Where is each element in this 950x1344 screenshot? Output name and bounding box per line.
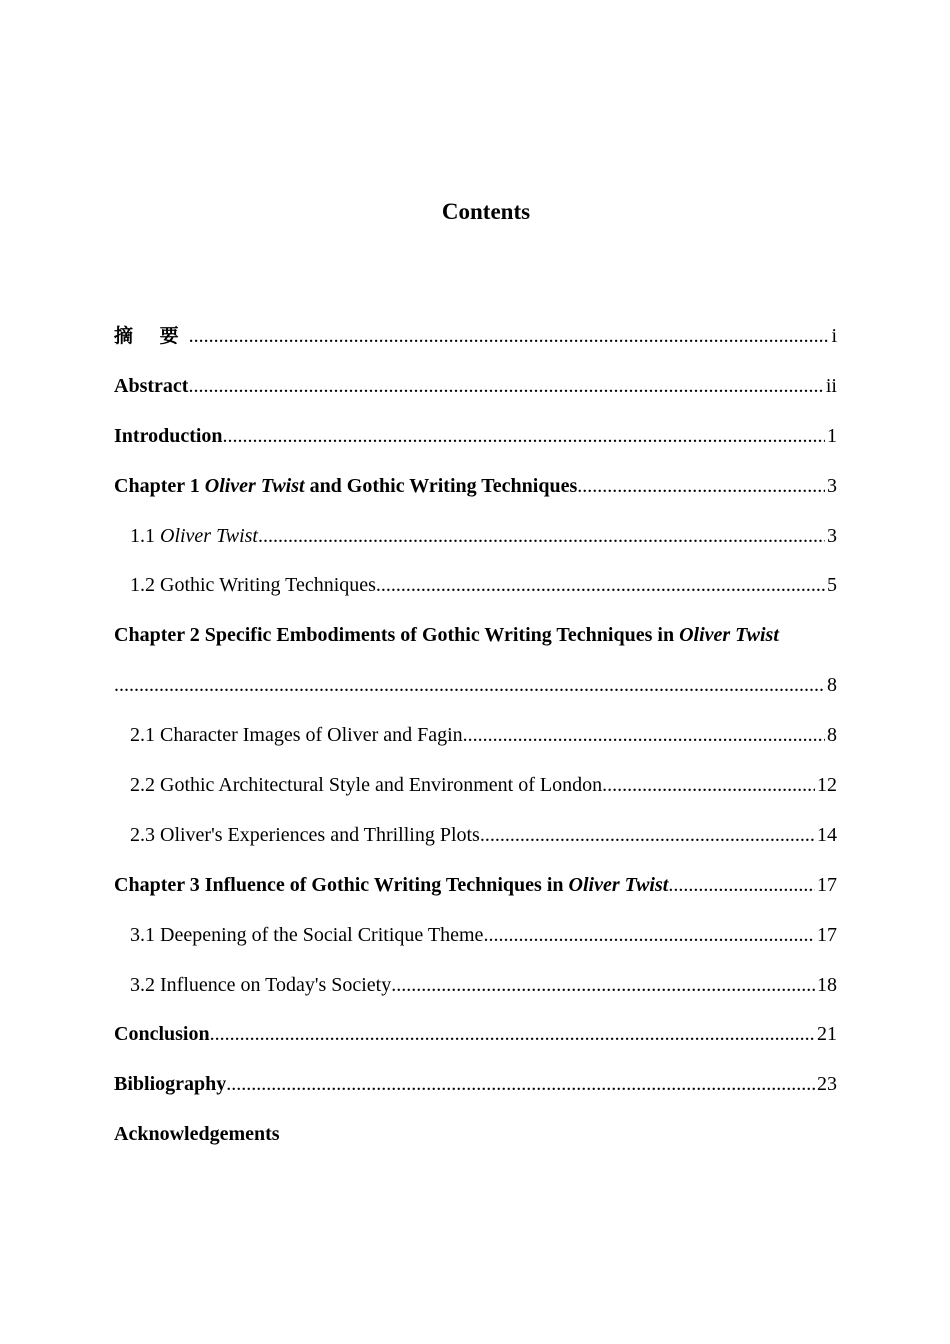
toc-entry-chapter-1[interactable] bbox=[114, 471, 837, 521]
toc-entry-acknowledgements[interactable] bbox=[114, 1119, 837, 1169]
toc-entry-bibliography[interactable] bbox=[114, 1069, 837, 1119]
toc-page-number: 5 bbox=[827, 574, 837, 597]
dot-leader bbox=[226, 1069, 815, 1099]
label-italic-title: Oliver Twist bbox=[568, 873, 669, 896]
toc-page-number: 12 bbox=[817, 774, 837, 797]
toc-entry-chapter-3[interactable] bbox=[114, 870, 837, 920]
toc-entry-conclusion[interactable] bbox=[114, 1019, 837, 1069]
dot-leader bbox=[463, 720, 825, 750]
toc-entry-abstract[interactable] bbox=[114, 371, 837, 421]
toc-entry-label: Acknowledgements bbox=[114, 1123, 280, 1146]
dot-leader bbox=[668, 870, 815, 900]
label-text: Chapter 3 Influence of Gothic Writing Techniques in bbox=[114, 873, 569, 896]
toc-entry-label: Introduction bbox=[114, 424, 223, 447]
toc-entry-label: Bibliography bbox=[114, 1073, 227, 1096]
toc-entry-label: 摘 要 bbox=[114, 325, 189, 347]
dot-leader bbox=[223, 421, 825, 451]
toc-page-number: 17 bbox=[817, 923, 837, 946]
toc-entry-section-2-2[interactable] bbox=[114, 770, 837, 820]
toc-page-number: i bbox=[831, 325, 837, 347]
dot-leader bbox=[480, 820, 815, 850]
label-text: and Gothic Writing Techniques bbox=[304, 474, 578, 497]
toc-entry-section-1-2[interactable] bbox=[114, 570, 837, 620]
toc-entry-label bbox=[114, 620, 779, 650]
toc-entry-section-3-2[interactable] bbox=[114, 970, 837, 1020]
label-text: Chapter 2 Specific Embodiments of Gothic Writing Techniques in bbox=[114, 624, 680, 647]
label-italic-title: Oliver Twist bbox=[204, 474, 305, 497]
toc-page-number: 18 bbox=[817, 973, 837, 996]
dot-leader bbox=[258, 521, 825, 551]
dot-leader bbox=[114, 670, 825, 700]
table-of-contents bbox=[114, 321, 837, 1169]
toc-entry-label: 2.2 Gothic Architectural Style and Environment of London bbox=[130, 774, 603, 797]
dot-leader bbox=[483, 920, 815, 950]
toc-entry-chapter-2-title[interactable] bbox=[114, 620, 837, 670]
toc-page-number: 3 bbox=[827, 524, 837, 547]
toc-page-number: 8 bbox=[827, 724, 837, 747]
toc-entry-label: 2.3 Oliver's Experiences and Thrilling Plots bbox=[130, 823, 480, 846]
toc-entry-abstract-chinese[interactable] bbox=[114, 321, 837, 371]
toc-page-number: 8 bbox=[827, 674, 837, 697]
toc-entry-introduction[interactable] bbox=[114, 421, 837, 471]
toc-entry-chapter-2-leader[interactable] bbox=[114, 670, 837, 720]
toc-page-number: 14 bbox=[817, 823, 837, 846]
toc-page-number: 21 bbox=[817, 1023, 837, 1046]
toc-entry-label bbox=[114, 471, 577, 501]
toc-entry-label bbox=[114, 870, 668, 900]
toc-entry-label: 3.2 Influence on Today's Society bbox=[130, 973, 392, 996]
toc-entry-label bbox=[130, 521, 258, 551]
toc-page-number: 1 bbox=[827, 424, 837, 447]
dot-leader bbox=[188, 371, 823, 401]
toc-entry-label: Conclusion bbox=[114, 1023, 210, 1046]
label-text: 1.1 bbox=[130, 524, 160, 547]
toc-page-number: 3 bbox=[827, 474, 837, 497]
toc-entry-section-2-3[interactable] bbox=[114, 820, 837, 870]
toc-page-number: 17 bbox=[817, 873, 837, 896]
toc-entry-label: 3.1 Deepening of the Social Critique Theme bbox=[130, 923, 484, 946]
label-italic-title: Oliver Twist bbox=[679, 624, 779, 647]
toc-page-number: 23 bbox=[817, 1073, 837, 1096]
dot-leader bbox=[189, 321, 830, 351]
toc-entry-label: 2.1 Character Images of Oliver and Fagin bbox=[130, 724, 463, 747]
label-text: Chapter 1 bbox=[114, 474, 205, 497]
toc-entry-section-3-1[interactable] bbox=[114, 920, 837, 970]
dot-leader bbox=[210, 1019, 815, 1049]
dot-leader bbox=[602, 770, 815, 800]
dot-leader bbox=[391, 970, 815, 1000]
toc-entry-section-1-1[interactable] bbox=[114, 521, 837, 571]
toc-entry-label: Abstract bbox=[114, 374, 189, 397]
dot-leader bbox=[376, 570, 825, 600]
label-italic-title: Oliver Twist bbox=[160, 524, 258, 547]
toc-entry-label: 1.2 Gothic Writing Techniques bbox=[130, 574, 376, 597]
dot-leader bbox=[577, 471, 825, 501]
toc-entry-section-2-1[interactable] bbox=[114, 720, 837, 770]
page-title: Contents bbox=[441, 199, 531, 224]
toc-page-number: ii bbox=[825, 374, 837, 397]
